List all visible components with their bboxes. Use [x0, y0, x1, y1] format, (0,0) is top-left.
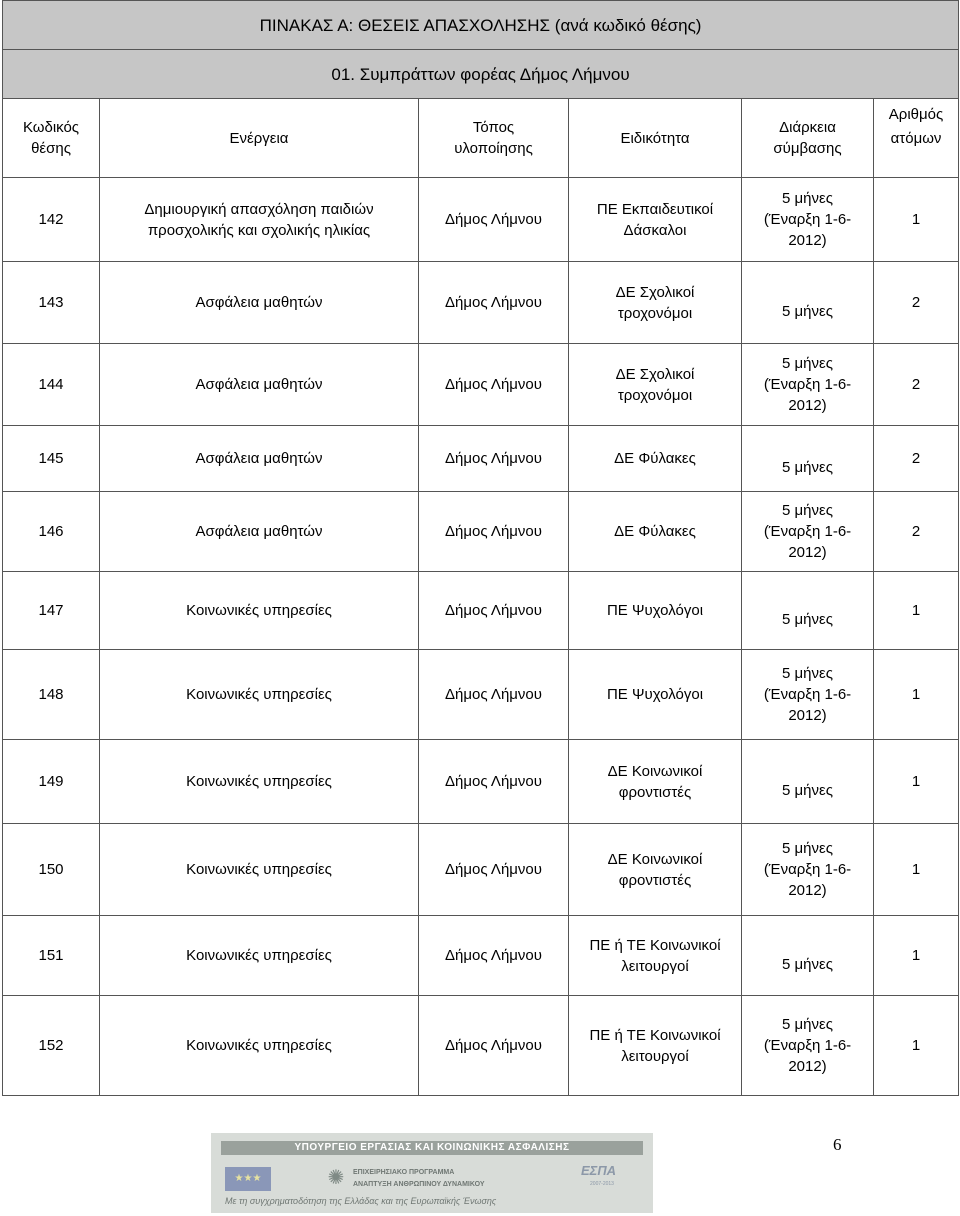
cell-specialty: ΠΕ ή ΤΕ Κοινωνικοί λειτουργοί: [569, 996, 742, 1096]
program-name: ΕΠΙΧΕΙΡΗΣΙΑΚΟ ΠΡΟΓΡΑΜΜΑ ΑΝΑΠΤΥΞΗ ΑΝΘΡΩΠΙΝΟΥ ΔΥΝΑΜΙΚΟΥ: [353, 1169, 485, 1188]
cell-count: 2: [874, 492, 959, 572]
cell-duration: 5 μήνες: [742, 572, 874, 650]
cell-count: 2: [874, 262, 959, 344]
positions-table: [2, 0, 959, 1096]
table-row: [3, 426, 959, 492]
cell-count: 1: [874, 740, 959, 824]
cell-duration: 5 μήνες (Έναρξη 1-6- 2012): [742, 824, 874, 916]
table-row: [3, 178, 959, 262]
cell-specialty: ΔΕ Κοινωνικοί φροντιστές: [569, 824, 742, 916]
cell-duration: 5 μήνες: [742, 916, 874, 996]
cell-code: 144: [3, 344, 100, 426]
cell-specialty: ΔΕ Φύλακες: [569, 426, 742, 492]
cell-specialty: ΔΕ Σχολικοί τροχονόμοι: [569, 262, 742, 344]
table-subtitle: 01. Συμπράττων φορέας Δήμος Λήμνου: [3, 50, 959, 99]
cell-activity: Κοινωνικές υπηρεσίες: [100, 824, 419, 916]
cell-place: Δήμος Λήμνου: [419, 344, 569, 426]
cell-place: Δήμος Λήμνου: [419, 492, 569, 572]
cell-activity: Κοινωνικές υπηρεσίες: [100, 740, 419, 824]
cell-count: 1: [874, 650, 959, 740]
cell-duration: 5 μήνες: [742, 426, 874, 492]
cell-place: Δήμος Λήμνου: [419, 262, 569, 344]
cell-specialty: ΠΕ Ψυχολόγοι: [569, 650, 742, 740]
cell-code: 143: [3, 262, 100, 344]
header-activity: Ενέργεια: [100, 99, 419, 178]
cell-place: Δήμος Λήμνου: [419, 740, 569, 824]
page-number: 6: [833, 1135, 842, 1154]
cell-code: 150: [3, 824, 100, 916]
cell-activity: Κοινωνικές υπηρεσίες: [100, 650, 419, 740]
cell-specialty: ΠΕ ή ΤΕ Κοινωνικοί λειτουργοί: [569, 916, 742, 996]
cell-code: 142: [3, 178, 100, 262]
header-code: Κωδικός θέσης: [3, 99, 100, 178]
cell-activity: Κοινωνικές υπηρεσίες: [100, 916, 419, 996]
cell-specialty: ΠΕ Ψυχολόγοι: [569, 572, 742, 650]
cell-specialty: ΔΕ Σχολικοί τροχονόμοι: [569, 344, 742, 426]
table-header-row: [3, 99, 959, 178]
table-row: [3, 650, 959, 740]
cell-count: 1: [874, 572, 959, 650]
cell-place: Δήμος Λήμνου: [419, 572, 569, 650]
cell-specialty: ΔΕ Κοινωνικοί φροντιστές: [569, 740, 742, 824]
cell-count: 1: [874, 996, 959, 1096]
cell-count: 2: [874, 426, 959, 492]
table-row: [3, 996, 959, 1096]
cell-duration: 5 μήνες (Έναρξη 1-6- 2012): [742, 344, 874, 426]
header-duration: Διάρκεια σύμβασης: [742, 99, 874, 178]
program-logo-icon: ✺: [327, 1167, 345, 1189]
cell-code: 151: [3, 916, 100, 996]
header-place: Τόπος υλοποίησης: [419, 99, 569, 178]
cell-count: 1: [874, 178, 959, 262]
cell-duration: 5 μήνες: [742, 262, 874, 344]
table-title: ΠΙΝΑΚΑΣ Α: ΘΕΣΕΙΣ ΑΠΑΣΧΟΛΗΣΗΣ (ανά κωδικό θέσης): [3, 1, 959, 50]
cell-code: 147: [3, 572, 100, 650]
cell-place: Δήμος Λήμνου: [419, 916, 569, 996]
cell-duration: 5 μήνες (Έναρξη 1-6- 2012): [742, 492, 874, 572]
cell-code: 152: [3, 996, 100, 1096]
header-specialty: Ειδικότητα: [569, 99, 742, 178]
cell-place: Δήμος Λήμνου: [419, 178, 569, 262]
cell-count: 1: [874, 916, 959, 996]
cell-place: Δήμος Λήμνου: [419, 824, 569, 916]
espa-logo: ΕΣΠΑ 2007-2013: [581, 1163, 617, 1187]
table-row: [3, 740, 959, 824]
cell-code: 145: [3, 426, 100, 492]
cell-code: 149: [3, 740, 100, 824]
header-count: Αριθμός ατόμων: [874, 99, 959, 178]
cell-activity: Ασφάλεια μαθητών: [100, 344, 419, 426]
table-row: [3, 824, 959, 916]
eu-stars-icon: ★★★: [234, 1173, 262, 1184]
table-row: [3, 916, 959, 996]
cell-duration: 5 μήνες (Έναρξη 1-6- 2012): [742, 178, 874, 262]
cofinancing-banner: [211, 1133, 653, 1213]
cell-activity: Ασφάλεια μαθητών: [100, 492, 419, 572]
cell-count: 1: [874, 824, 959, 916]
cell-specialty: ΠΕ Εκπαιδευτικοί Δάσκαλοι: [569, 178, 742, 262]
ministry-label: ΥΠΟΥΡΓΕΙΟ ΕΡΓΑΣΙΑΣ ΚΑΙ ΚΟΙΝΩΝΙΚΗΣ ΑΣΦΑΛΙΣΗΣ: [221, 1141, 643, 1155]
cell-activity: Κοινωνικές υπηρεσίες: [100, 996, 419, 1096]
cell-duration: 5 μήνες (Έναρξη 1-6- 2012): [742, 996, 874, 1096]
cell-code: 148: [3, 650, 100, 740]
table-subtitle-row: [3, 50, 959, 99]
table-row: [3, 492, 959, 572]
cell-activity: Ασφάλεια μαθητών: [100, 426, 419, 492]
cell-duration: 5 μήνες: [742, 740, 874, 824]
table-title-row: [3, 1, 959, 50]
cell-count: 2: [874, 344, 959, 426]
cell-activity: Δημιουργική απασχόληση παιδιών προσχολικής και σχολικής ηλικίας: [100, 178, 419, 262]
cofinancing-text: Με τη συγχρηματοδότηση της Ελλάδας και της Ευρωπαϊκής Ένωσης: [225, 1196, 497, 1206]
cell-duration: 5 μήνες (Έναρξη 1-6- 2012): [742, 650, 874, 740]
cell-place: Δήμος Λήμνου: [419, 996, 569, 1096]
table-row: [3, 262, 959, 344]
table-row: [3, 572, 959, 650]
cell-specialty: ΔΕ Φύλακες: [569, 492, 742, 572]
cell-code: 146: [3, 492, 100, 572]
cell-place: Δήμος Λήμνου: [419, 426, 569, 492]
cell-place: Δήμος Λήμνου: [419, 650, 569, 740]
table-row: [3, 344, 959, 426]
cell-activity: Ασφάλεια μαθητών: [100, 262, 419, 344]
cell-activity: Κοινωνικές υπηρεσίες: [100, 572, 419, 650]
